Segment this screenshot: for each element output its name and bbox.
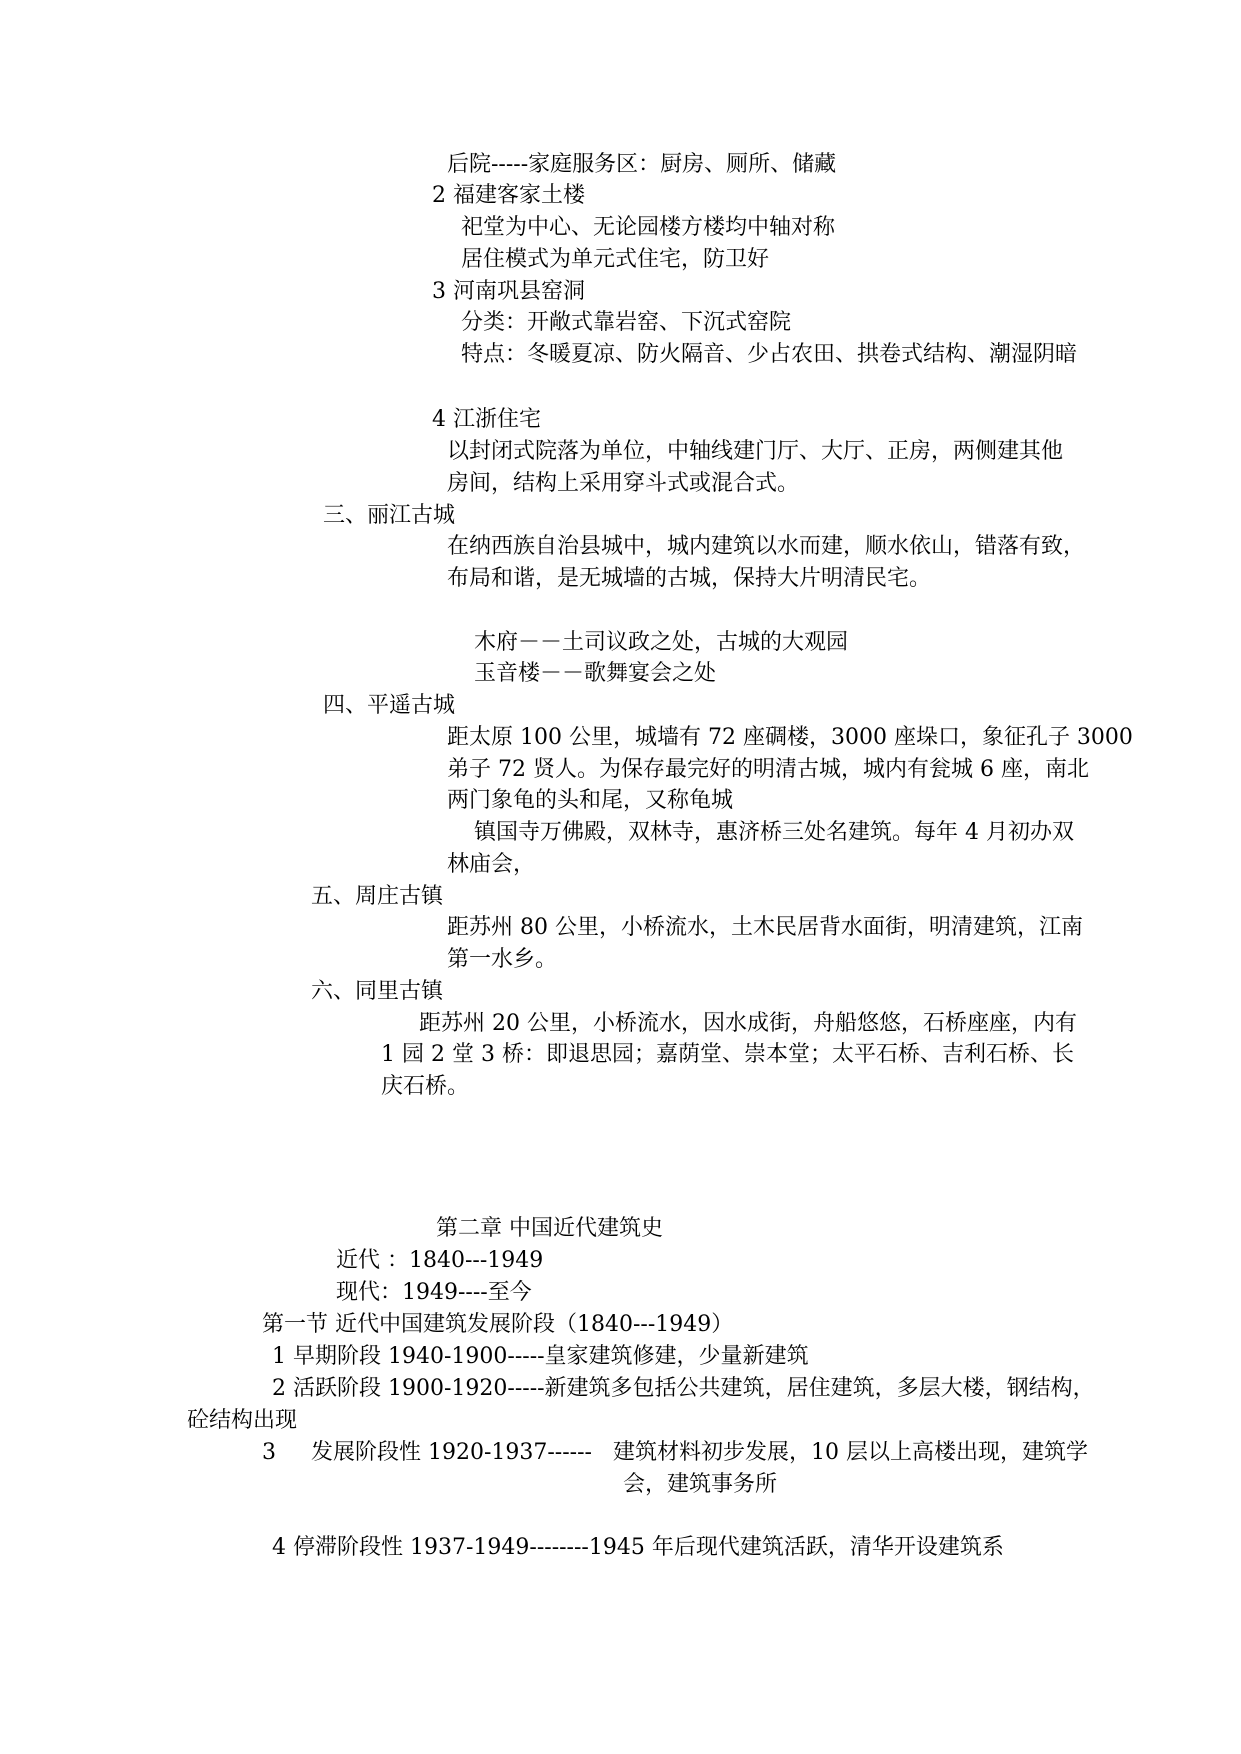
henan-line-2: 特点：冬暖夏凉、防火隔音、少占农田、拱卷式结构、潮湿阴暗 [461,342,1078,367]
pingyao-line-4: 镇国寺万佛殿，双林寺，惠济桥三处名建筑。每年 4 月初办双 [474,820,1074,845]
tongli-line-3: 庆石桥。 [381,1074,470,1099]
henan-line-1: 分类：开敞式靠岩窑、下沉式窑院 [461,310,792,335]
xiandai-line: 现代：1949----至今 [336,1280,532,1305]
stage-1: 1 早期阶段 1940-1900-----皇家建筑修建，少量新建筑 [272,1344,809,1369]
tongli-heading: 六、同里古镇 [311,979,444,1004]
section-title: 第一节 近代中国建筑发展阶段（1840---1949） [262,1312,734,1337]
lijiang-line-4: 玉音楼－－歌舞宴会之处 [474,661,717,686]
tongli-line-1: 距苏州 20 公里，小桥流水，因水成街，舟船悠悠，石桥座座，内有 [419,1011,1077,1036]
lijiang-line-2: 布局和谐，是无城墙的古城，保持大片明清民宅。 [447,566,932,591]
stage-3-line-1: 建筑材料初步发展，10 层以上高楼出现，建筑学 [613,1440,1088,1465]
chapter-title: 第二章 中国近代建筑史 [436,1216,663,1241]
houyuan-line: 后院-----家庭服务区：厨房、厕所、储藏 [447,152,837,177]
jiangzhe-line-2: 房间，结构上采用穿斗式或混合式。 [447,471,800,496]
pingyao-line-2: 弟子 72 贤人。为保存最完好的明清古城，城内有瓮城 6 座，南北 [447,757,1089,782]
henan-heading: 3 河南巩县窑洞 [432,279,585,304]
pingyao-line-5: 林庙会， [447,852,536,877]
fujian-line-2: 居住模式为单元式住宅，防卫好 [461,247,770,272]
zhouzhuang-line-1: 距苏州 80 公里，小桥流水，土木民居背水面街，明清建筑，江南 [447,915,1083,940]
pingyao-heading: 四、平遥古城 [323,693,456,718]
jindai-line: 近代 ：1840---1949 [336,1248,544,1273]
fujian-line-1: 祀堂为中心、无论园楼方楼均中轴对称 [461,215,836,240]
pingyao-line-1: 距太原 100 公里，城墙有 72 座碉楼，3000 座垛口，象征孔子 3000 [447,725,1133,750]
lijiang-heading: 三、丽江古城 [323,503,456,528]
jiangzhe-line-1: 以封闭式院落为单位，中轴线建门厅、大厅、正房，两侧建其他 [447,439,1064,464]
lijiang-line-3: 木府－－土司议政之处，古城的大观园 [474,630,849,655]
lijiang-line-1: 在纳西族自治县城中，城内建筑以水而建，顺水依山，错落有致， [447,534,1086,559]
jiangzhe-heading: 4 江浙住宅 [432,407,541,432]
stage-3-line-2: 会，建筑事务所 [623,1472,778,1497]
zhouzhuang-line-2: 第一水乡。 [447,947,558,972]
stage-2-line-1: 2 活跃阶段 1900-1920-----新建筑多包括公共建筑，居住建筑，多层大楼，钢结构， [272,1376,1095,1401]
stage-3-label: 3 发展阶段性 1920-1937------ [262,1440,592,1465]
tongli-line-2: 1 园 2 堂 3 桥：即退思园；嘉荫堂、崇本堂；太平石桥、吉利石桥、长 [381,1042,1074,1067]
stage-4: 4 停滞阶段性 1937-1949--------1945 年后现代建筑活跃，清华开设建筑系 [272,1535,1004,1560]
zhouzhuang-heading: 五、周庄古镇 [311,884,444,909]
fujian-heading: 2 福建客家土楼 [432,183,585,208]
pingyao-line-3: 两门象龟的头和尾，又称龟城 [447,788,734,813]
stage-2-line-2: 砼结构出现 [187,1408,298,1433]
